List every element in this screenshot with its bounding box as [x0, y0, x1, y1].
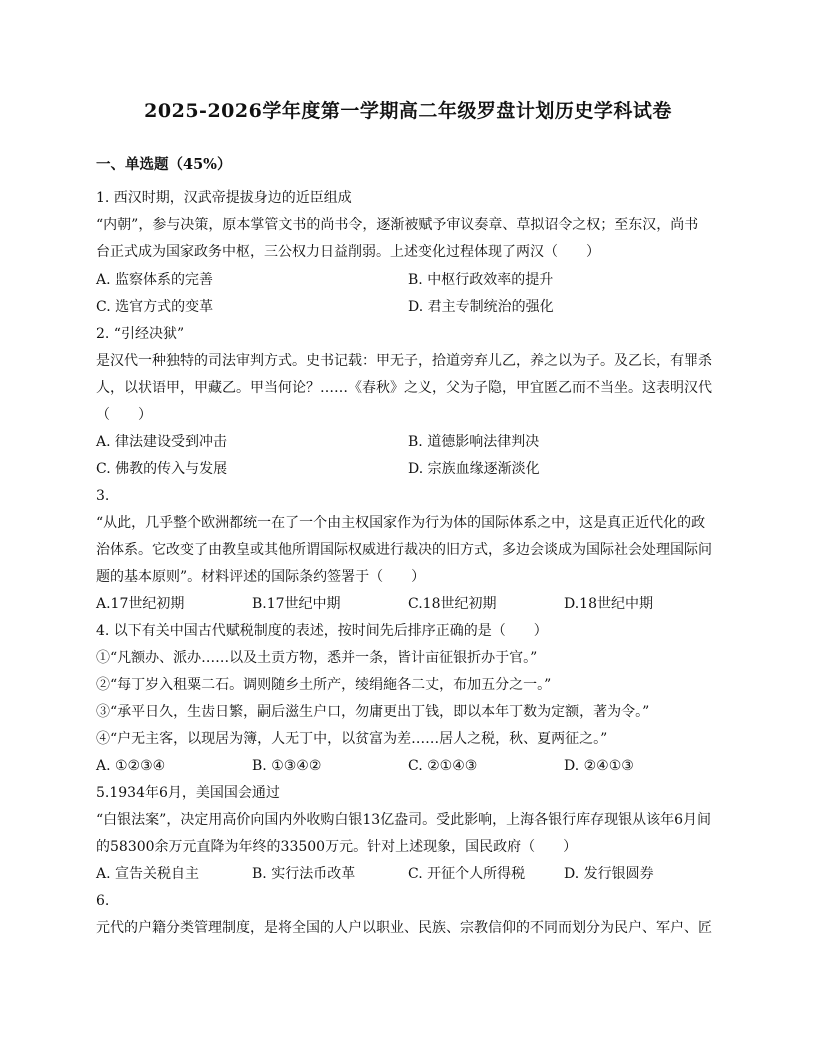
q6-line-1: 6.: [96, 893, 110, 909]
q4-option-a: A. ①②③④: [96, 758, 166, 774]
q2-line-1: 2. “引经决狱”: [96, 326, 185, 342]
q5-line-2: “白银法案”，决定用高价向国内外收购白银13亿盎司。受此影响，上海各银行库存现银从该年6月间: [96, 812, 712, 828]
q1-line-1: 1. 西汉时期，汉武帝提拔身边的近臣组成: [96, 190, 352, 206]
q3-option-d: D.18世纪中期: [564, 596, 653, 612]
q2-option-a: A. 律法建设受到冲击: [96, 434, 228, 450]
q1-line-2: “内朝”，参与决策，原本掌管文书的尚书令，逐渐被赋予审议奏章、草拟诏令之权；至东汉，尚书: [96, 217, 699, 233]
q4-option-c: C. ②①④③: [408, 758, 478, 774]
q3-line-3: 治体系。它改变了由教皇或其他所谓国际权威进行裁决的旧方式，多边会谈成为国际社会处理国际问: [96, 542, 712, 558]
q2-option-c: C. 佛教的传入与发展: [96, 461, 228, 477]
q1-option-b: B. 中枢行政效率的提升: [408, 272, 554, 288]
q2-line-4: （ ）: [96, 407, 152, 423]
q3-option-c: C.18世纪初期: [408, 596, 497, 612]
q3-line-4: 题的基本原则”。材料评述的国际条约签署于（ ）: [96, 569, 426, 585]
section-heading: 一、单选题（45%）: [96, 156, 232, 173]
q1-option-a: A. 监察体系的完善: [96, 272, 214, 288]
q4-option-b: B. ①③④②: [252, 758, 322, 774]
q4-line-2: ①“凡额办、派办……以及土贡方物，悉并一条，皆计亩征银折办于官。”: [96, 650, 538, 666]
q2-option-d: D. 宗族血缘逐渐淡化: [408, 461, 540, 477]
q3-option-b: B.17世纪中期: [252, 596, 341, 612]
q6-line-2: 元代的户籍分类管理制度，是将全国的人户以职业、民族、宗教信仰的不同而划分为民户、军户、匠: [96, 920, 712, 936]
q4-line-3: ②“每丁岁入租粟二石。调则随乡土所产，绫绢絁各二丈，布加五分之一。”: [96, 677, 552, 693]
q3-line-2: “从此，几乎整个欧洲都统一在了一个由主权国家作为行为体的国际体系之中，这是真正近代化的政: [96, 515, 706, 531]
q5-line-1: 5.1934年6月，美国国会通过: [96, 785, 280, 801]
q5-option-d: D. 发行银圆券: [564, 866, 654, 882]
q5-option-c: C. 开征个人所得税: [408, 866, 526, 882]
q2-line-2: 是汉代一种独特的司法审判方式。史书记载：甲无子，拾道旁弃儿乙，养之以为子。及乙长，有罪杀: [96, 353, 712, 369]
q1-line-3: 台正式成为国家政务中枢，三公权力日益削弱。上述变化过程体现了两汉（ ）: [96, 244, 600, 260]
q2-option-b: B. 道德影响法律判决: [408, 434, 540, 450]
q4-option-d: D. ②④①③: [564, 758, 634, 774]
exam-title: 2025-2026学年度第一学期高二年级罗盘计划历史学科试卷: [144, 100, 672, 122]
q3-line-1: 3.: [96, 488, 110, 504]
q1-option-d: D. 君主专制统治的强化: [408, 299, 554, 315]
q3-option-a: A.17世纪初期: [96, 596, 185, 612]
q5-line-3: 的58300余万元直降为年终的33500万元。针对上述现象，国民政府（ ）: [96, 839, 578, 855]
q5-option-b: B. 实行法币改革: [252, 866, 356, 882]
q5-option-a: A. 宣告关税自主: [96, 866, 200, 882]
q4-line-4: ③“承平日久，生齿日繁，嗣后滋生户口，勿庸更出丁钱，即以本年丁数为定额，著为令。”: [96, 704, 650, 720]
q4-line-5: ④“户无主客，以现居为簿，人无丁中，以贫富为差……居人之税，秋、夏两征之。”: [96, 731, 608, 747]
q2-line-3: 人，以状语甲，甲藏乙。甲当何论？……《春秋》之义，父为子隐，甲宜匿乙而不当坐。这表明汉代: [96, 380, 712, 396]
q1-option-c: C. 选官方式的变革: [96, 299, 214, 315]
q4-line-1: 4. 以下有关中国古代赋税制度的表述，按时间先后排序正确的是（ ）: [96, 623, 548, 639]
